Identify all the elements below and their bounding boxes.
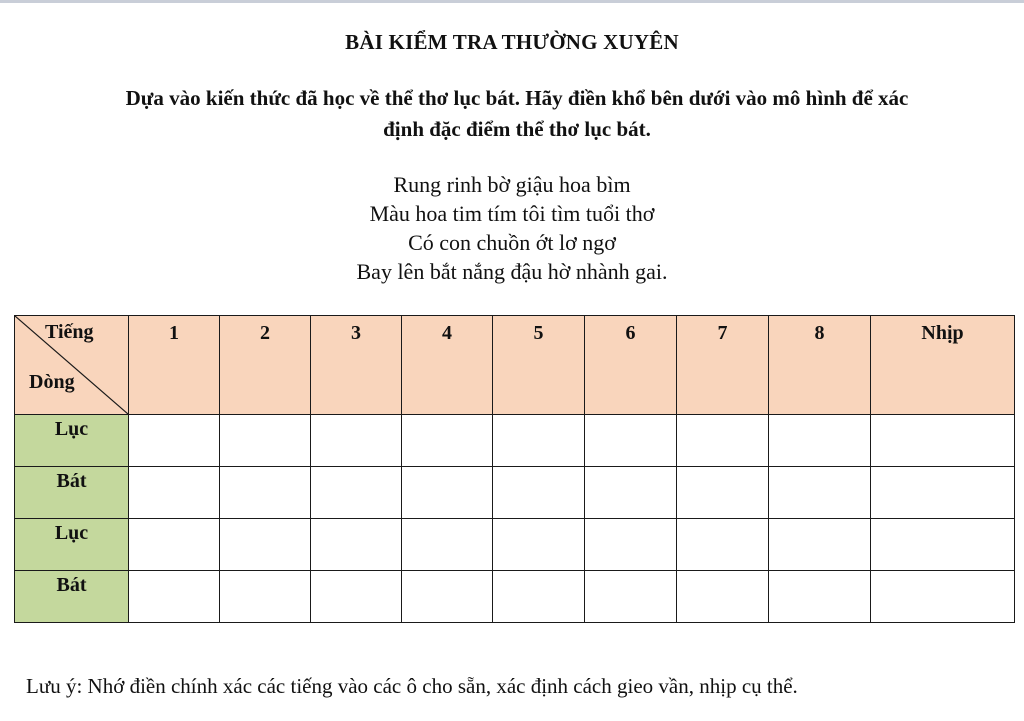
answer-cell[interactable] bbox=[493, 571, 585, 623]
column-header: 3 bbox=[311, 316, 402, 415]
column-header: 8 bbox=[769, 316, 871, 415]
answer-cell[interactable] bbox=[585, 519, 677, 571]
instruction-line-1: Dựa vào kiến thức đã học về thể thơ lục bát. Hãy điền khổ bên dưới vào mô hình để xác bbox=[125, 86, 909, 110]
poem-line: Có con chuồn ớt lơ ngơ bbox=[408, 230, 616, 255]
answer-cell[interactable] bbox=[677, 571, 769, 623]
table-row bbox=[15, 571, 1015, 623]
answer-cell[interactable] bbox=[769, 415, 871, 467]
top-divider bbox=[0, 0, 1024, 3]
answer-cell[interactable] bbox=[769, 571, 871, 623]
answer-cell[interactable] bbox=[311, 519, 402, 571]
row-label: Bát bbox=[15, 571, 129, 623]
answer-cell-nhip[interactable] bbox=[871, 467, 1015, 519]
answer-cell[interactable] bbox=[493, 415, 585, 467]
column-header: 2 bbox=[220, 316, 311, 415]
row-label: Lục bbox=[15, 415, 129, 467]
answer-cell[interactable] bbox=[402, 571, 493, 623]
answer-cell[interactable] bbox=[769, 467, 871, 519]
answer-cell[interactable] bbox=[220, 467, 311, 519]
answer-cell[interactable] bbox=[677, 415, 769, 467]
row-label: Bát bbox=[15, 467, 129, 519]
answer-cell[interactable] bbox=[585, 571, 677, 623]
answer-cell[interactable] bbox=[402, 467, 493, 519]
answer-cell[interactable] bbox=[129, 467, 220, 519]
poem-line: Bay lên bắt nắng đậu hờ nhành gai. bbox=[356, 259, 668, 284]
answer-cell[interactable] bbox=[311, 415, 402, 467]
answer-cell[interactable] bbox=[311, 571, 402, 623]
answer-cell[interactable] bbox=[402, 519, 493, 571]
answer-cell[interactable] bbox=[311, 467, 402, 519]
answer-cell[interactable] bbox=[677, 467, 769, 519]
column-header-nhip: Nhịp bbox=[871, 316, 1015, 415]
answer-cell[interactable] bbox=[220, 415, 311, 467]
table-row bbox=[15, 519, 1015, 571]
table-row bbox=[15, 415, 1015, 467]
answer-cell[interactable] bbox=[220, 571, 311, 623]
answer-cell[interactable] bbox=[493, 519, 585, 571]
answer-cell[interactable] bbox=[769, 519, 871, 571]
document-title: BÀI KIỂM TRA THƯỜNG XUYÊN bbox=[345, 30, 679, 54]
poem-line: Màu hoa tim tím tôi tìm tuổi thơ bbox=[369, 201, 655, 226]
column-header: 1 bbox=[129, 316, 220, 415]
corner-label-tieng: Tiếng bbox=[45, 321, 94, 343]
corner-label-dong: Dòng bbox=[29, 371, 75, 393]
corner-header-cell bbox=[15, 316, 129, 415]
answer-cell[interactable] bbox=[493, 467, 585, 519]
column-header: 4 bbox=[402, 316, 493, 415]
answer-cell-nhip[interactable] bbox=[871, 519, 1015, 571]
answer-cell-nhip[interactable] bbox=[871, 415, 1015, 467]
instruction-text bbox=[22, 83, 1012, 145]
answer-cell[interactable] bbox=[129, 571, 220, 623]
answer-cell[interactable] bbox=[220, 519, 311, 571]
column-header: 5 bbox=[493, 316, 585, 415]
answer-cell[interactable] bbox=[129, 519, 220, 571]
poem-analysis-table bbox=[14, 315, 1015, 623]
poem-stanza bbox=[0, 170, 1024, 286]
poem-line: Rung rinh bờ giậu hoa bìm bbox=[393, 172, 631, 197]
answer-cell[interactable] bbox=[402, 415, 493, 467]
column-header: 6 bbox=[585, 316, 677, 415]
answer-cell-nhip[interactable] bbox=[871, 571, 1015, 623]
column-header: 7 bbox=[677, 316, 769, 415]
answer-cell[interactable] bbox=[129, 415, 220, 467]
answer-cell[interactable] bbox=[677, 519, 769, 571]
answer-cell[interactable] bbox=[585, 415, 677, 467]
row-label: Lục bbox=[15, 519, 129, 571]
table-row bbox=[15, 467, 1015, 519]
note-text: Lưu ý: Nhớ điền chính xác các tiếng vào các ô cho sẵn, xác định cách gieo vần, nhịp cụ thể. bbox=[26, 674, 798, 698]
table-header-row bbox=[15, 316, 1015, 415]
instruction-line-2: định đặc điểm thể thơ lục bát. bbox=[383, 117, 651, 141]
answer-cell[interactable] bbox=[585, 467, 677, 519]
